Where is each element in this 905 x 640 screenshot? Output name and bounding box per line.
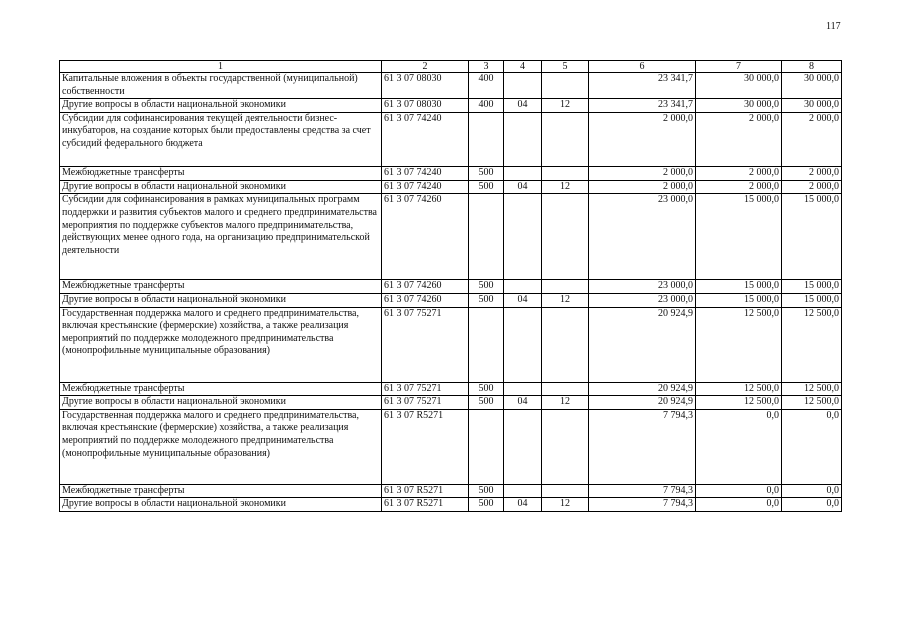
expense-type: 500 [469, 396, 504, 410]
amount-year-1: 23 341,7 [589, 73, 696, 99]
table-row [60, 498, 842, 512]
row-name: Государственная поддержка малого и среднего предпринимательства, включая крестьянские (фермерские) хозяйства, а также реализация мероприятий по поддержке молодежного предпринимательства (монопрофильные муниципальные образования) [60, 307, 382, 382]
expense-type [469, 409, 504, 484]
subsection: 12 [542, 498, 589, 512]
amount-year-3: 2 000,0 [782, 180, 842, 194]
amount-year-3: 15 000,0 [782, 280, 842, 294]
budget-table [59, 60, 842, 512]
column-header: 6 [589, 61, 696, 73]
subsection [542, 112, 589, 166]
expense-type: 500 [469, 382, 504, 396]
table-row [60, 112, 842, 166]
table-row [60, 73, 842, 99]
amount-year-2: 12 500,0 [696, 382, 782, 396]
table-row [60, 293, 842, 307]
section [504, 409, 542, 484]
row-name: Субсидии для софинансирования текущей деятельности бизнес-инкубаторов, на создание которых были предоставлены средства за счет субсидий федерального бюджета [60, 112, 382, 166]
column-header: 5 [542, 61, 589, 73]
amount-year-3: 15 000,0 [782, 293, 842, 307]
amount-year-2: 12 500,0 [696, 396, 782, 410]
row-name: Межбюджетные трансферты [60, 166, 382, 180]
target-code: 61 3 07 08030 [382, 99, 469, 113]
target-code: 61 3 07 74240 [382, 166, 469, 180]
amount-year-2: 15 000,0 [696, 293, 782, 307]
row-name: Другие вопросы в области национальной экономики [60, 293, 382, 307]
table-row [60, 180, 842, 194]
column-header: 3 [469, 61, 504, 73]
amount-year-1: 23 000,0 [589, 280, 696, 294]
row-name: Государственная поддержка малого и среднего предпринимательства, включая крестьянские (фермерские) хозяйства, а также реализация мероприятий по поддержке молодежного предпринимательства (монопрофильные муниципальные образования) [60, 409, 382, 484]
column-header: 2 [382, 61, 469, 73]
expense-type: 500 [469, 180, 504, 194]
amount-year-3: 0,0 [782, 484, 842, 498]
amount-year-1: 7 794,3 [589, 498, 696, 512]
row-name: Другие вопросы в области национальной экономики [60, 180, 382, 194]
subsection [542, 409, 589, 484]
row-name: Межбюджетные трансферты [60, 382, 382, 396]
section [504, 382, 542, 396]
amount-year-3: 12 500,0 [782, 382, 842, 396]
target-code: 61 3 07 74240 [382, 180, 469, 194]
column-header: 4 [504, 61, 542, 73]
amount-year-3: 0,0 [782, 498, 842, 512]
subsection [542, 194, 589, 280]
amount-year-2: 12 500,0 [696, 307, 782, 382]
section [504, 166, 542, 180]
expense-type: 400 [469, 73, 504, 99]
expense-type [469, 307, 504, 382]
expense-type: 400 [469, 99, 504, 113]
table-row [60, 396, 842, 410]
target-code: 61 3 07 R5271 [382, 484, 469, 498]
row-name: Другие вопросы в области национальной экономики [60, 498, 382, 512]
subsection [542, 166, 589, 180]
amount-year-1: 2 000,0 [589, 166, 696, 180]
subsection [542, 382, 589, 396]
amount-year-3: 12 500,0 [782, 307, 842, 382]
table-row [60, 409, 842, 484]
row-name: Межбюджетные трансферты [60, 484, 382, 498]
column-header: 8 [782, 61, 842, 73]
row-name: Межбюджетные трансферты [60, 280, 382, 294]
subsection [542, 280, 589, 294]
amount-year-1: 20 924,9 [589, 396, 696, 410]
target-code: 61 3 07 74260 [382, 293, 469, 307]
target-code: 61 3 07 08030 [382, 73, 469, 99]
section: 04 [504, 99, 542, 113]
section: 04 [504, 498, 542, 512]
amount-year-1: 7 794,3 [589, 484, 696, 498]
amount-year-1: 20 924,9 [589, 382, 696, 396]
expense-type: 500 [469, 293, 504, 307]
amount-year-1: 23 000,0 [589, 194, 696, 280]
amount-year-1: 20 924,9 [589, 307, 696, 382]
amount-year-2: 2 000,0 [696, 112, 782, 166]
column-header: 7 [696, 61, 782, 73]
amount-year-3: 30 000,0 [782, 73, 842, 99]
target-code: 61 3 07 74260 [382, 280, 469, 294]
expense-type: 500 [469, 484, 504, 498]
column-header: 1 [60, 61, 382, 73]
table-row [60, 280, 842, 294]
subsection: 12 [542, 99, 589, 113]
subsection [542, 73, 589, 99]
row-name: Другие вопросы в области национальной экономики [60, 99, 382, 113]
subsection: 12 [542, 293, 589, 307]
amount-year-1: 23 341,7 [589, 99, 696, 113]
amount-year-2: 30 000,0 [696, 73, 782, 99]
target-code: 61 3 07 75271 [382, 307, 469, 382]
expense-type: 500 [469, 166, 504, 180]
amount-year-1: 2 000,0 [589, 180, 696, 194]
amount-year-2: 0,0 [696, 484, 782, 498]
amount-year-1: 7 794,3 [589, 409, 696, 484]
section: 04 [504, 396, 542, 410]
subsection: 12 [542, 396, 589, 410]
expense-type: 500 [469, 498, 504, 512]
table-row [60, 166, 842, 180]
target-code: 61 3 07 74240 [382, 112, 469, 166]
amount-year-2: 0,0 [696, 409, 782, 484]
amount-year-3: 30 000,0 [782, 99, 842, 113]
amount-year-2: 15 000,0 [696, 194, 782, 280]
target-code: 61 3 07 74260 [382, 194, 469, 280]
table-row [60, 307, 842, 382]
section [504, 484, 542, 498]
subsection [542, 484, 589, 498]
amount-year-2: 2 000,0 [696, 166, 782, 180]
section: 04 [504, 180, 542, 194]
subsection: 12 [542, 180, 589, 194]
section: 04 [504, 293, 542, 307]
target-code: 61 3 07 75271 [382, 382, 469, 396]
table-row [60, 382, 842, 396]
subsection [542, 307, 589, 382]
expense-type: 500 [469, 280, 504, 294]
table-row [60, 484, 842, 498]
row-name: Другие вопросы в области национальной экономики [60, 396, 382, 410]
section [504, 194, 542, 280]
amount-year-1: 23 000,0 [589, 293, 696, 307]
table-row [60, 99, 842, 113]
amount-year-1: 2 000,0 [589, 112, 696, 166]
page-number: 117 [826, 21, 841, 32]
row-name: Субсидии для софинансирования в рамках муниципальных программ поддержки и развития субъектов малого и среднего предпринимательства мероприятия по поддержке субъектов малого предпринимательства, действующих менее одного года, на организацию предпринимательской деятельности [60, 194, 382, 280]
row-name: Капитальные вложения в объекты государственной (муниципальной) собственности [60, 73, 382, 99]
amount-year-3: 2 000,0 [782, 112, 842, 166]
amount-year-2: 15 000,0 [696, 280, 782, 294]
target-code: 61 3 07 R5271 [382, 498, 469, 512]
amount-year-2: 0,0 [696, 498, 782, 512]
expense-type [469, 194, 504, 280]
amount-year-3: 15 000,0 [782, 194, 842, 280]
amount-year-3: 0,0 [782, 409, 842, 484]
section [504, 280, 542, 294]
table-row [60, 194, 842, 280]
section [504, 112, 542, 166]
expense-type [469, 112, 504, 166]
target-code: 61 3 07 R5271 [382, 409, 469, 484]
amount-year-2: 30 000,0 [696, 99, 782, 113]
amount-year-2: 2 000,0 [696, 180, 782, 194]
amount-year-3: 12 500,0 [782, 396, 842, 410]
amount-year-3: 2 000,0 [782, 166, 842, 180]
section [504, 73, 542, 99]
target-code: 61 3 07 75271 [382, 396, 469, 410]
column-number-row [60, 61, 842, 73]
section [504, 307, 542, 382]
